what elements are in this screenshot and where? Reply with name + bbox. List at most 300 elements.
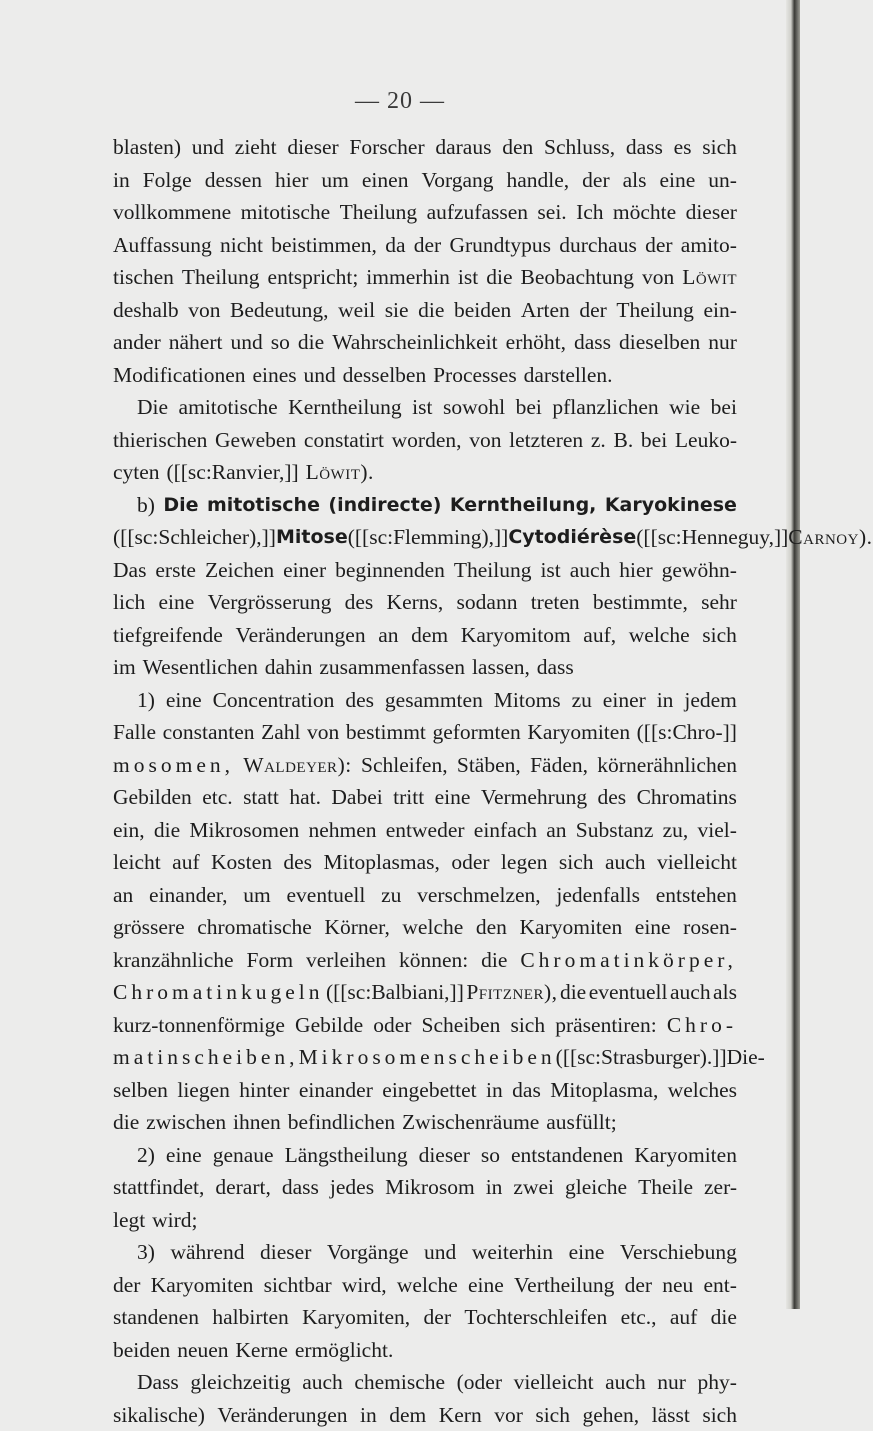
word: sich xyxy=(559,846,594,879)
word: zwischen xyxy=(146,1106,226,1139)
word: der xyxy=(582,164,609,197)
word: sowohl xyxy=(443,391,505,424)
word: der xyxy=(113,1269,140,1302)
word: rosen- xyxy=(683,911,737,944)
word: ent- xyxy=(704,1269,737,1302)
word: Veränderungen xyxy=(235,619,365,652)
word: Das xyxy=(113,554,146,587)
word: sei. xyxy=(537,196,566,229)
word: dass xyxy=(282,1171,319,1204)
word: 2) xyxy=(137,1139,155,1172)
word: letzteren xyxy=(509,424,583,457)
text-line xyxy=(113,716,737,749)
word: dem xyxy=(411,619,448,652)
word: auch xyxy=(670,976,711,1009)
word: Karyomitom xyxy=(461,619,571,652)
text-line xyxy=(113,586,737,619)
word: Körner, xyxy=(324,911,389,944)
word: Zwischenräume xyxy=(402,1106,539,1139)
word: cyten xyxy=(113,456,160,489)
word: sehr xyxy=(701,586,737,619)
word: darstellen. xyxy=(524,359,613,392)
word: vor xyxy=(494,1399,523,1431)
word: erhöht, xyxy=(506,326,566,359)
word: lässt xyxy=(652,1399,690,1431)
word: ([[sc:Flemming),]] xyxy=(348,521,509,554)
word: Karyokinese xyxy=(605,489,737,522)
word: wird, xyxy=(342,1269,387,1302)
word: stattfindet, xyxy=(113,1171,204,1204)
word: um xyxy=(321,164,348,197)
word: Falle xyxy=(113,716,156,749)
word: lich xyxy=(113,586,145,619)
word: welche xyxy=(629,619,690,652)
word: tiefgreifende xyxy=(113,619,223,652)
word: chemische xyxy=(354,1366,445,1399)
word: pflanzlichen xyxy=(552,391,658,424)
text-line xyxy=(113,1301,737,1334)
word: Chro- xyxy=(667,1009,737,1042)
word: Concentration xyxy=(213,684,335,717)
word: handle, xyxy=(507,164,570,197)
text-line xyxy=(113,1269,737,1302)
word: als xyxy=(713,976,737,1009)
text-line xyxy=(113,294,737,327)
word: die xyxy=(711,1301,737,1334)
word: legt xyxy=(113,1204,145,1237)
word: viel- xyxy=(698,814,737,847)
word: Schleifen, xyxy=(361,749,448,782)
word: Bedeutung, xyxy=(230,294,329,327)
word: gleichzeitig xyxy=(190,1366,290,1399)
word: Schluss, xyxy=(544,131,615,164)
word: daraus xyxy=(435,131,491,164)
word: amitotische xyxy=(179,391,278,424)
word: Vorgänge xyxy=(327,1236,409,1269)
word: genaue xyxy=(213,1139,274,1172)
word: dessen xyxy=(205,164,262,197)
word: Geweben xyxy=(215,424,296,457)
word: Kern xyxy=(439,1399,482,1431)
word: wird; xyxy=(152,1204,197,1237)
body-text xyxy=(113,131,737,1431)
word: mosomen, xyxy=(113,749,234,782)
word: kranzähnliche xyxy=(113,944,234,977)
text-line xyxy=(113,1334,737,1367)
word: den xyxy=(476,911,507,944)
word: Zahl xyxy=(261,716,300,749)
word: verschmelzen, xyxy=(417,879,541,912)
word: beginnenden xyxy=(335,554,445,587)
word: Theilung xyxy=(340,196,418,229)
word: im xyxy=(113,651,136,684)
word: dass xyxy=(537,651,574,684)
word: auf xyxy=(172,846,199,879)
word: eine xyxy=(166,1139,202,1172)
word: hinter xyxy=(239,1074,289,1107)
word: die xyxy=(154,814,180,847)
word: Karyomiten xyxy=(634,1139,737,1172)
word: Mikrosomenscheiben xyxy=(299,1041,556,1074)
word: Pfitzner), xyxy=(466,976,557,1009)
word: nehmen xyxy=(308,814,376,847)
text-line xyxy=(113,326,737,359)
text-line xyxy=(113,424,737,457)
word: un- xyxy=(708,164,737,197)
word: etc. xyxy=(202,781,232,814)
word: der xyxy=(414,229,441,262)
word: sikalische) xyxy=(113,1399,205,1431)
word: ein, xyxy=(113,814,145,847)
word: Forscher xyxy=(349,131,424,164)
word: eine xyxy=(659,164,695,197)
word: 1) xyxy=(137,684,155,717)
word: präsentiren: xyxy=(555,1009,657,1042)
text-line xyxy=(113,1074,737,1107)
word: (oder xyxy=(457,1366,502,1399)
text-line xyxy=(113,1399,737,1431)
word: jedes xyxy=(330,1171,374,1204)
word: des xyxy=(598,781,627,814)
word: sich xyxy=(510,1009,545,1042)
word: und xyxy=(424,1236,456,1269)
page-number: — 20 — xyxy=(0,88,800,115)
word: um xyxy=(243,879,270,912)
word: entspricht; xyxy=(268,261,359,294)
word: nicht xyxy=(220,229,263,262)
word: weil xyxy=(338,294,375,327)
word: deshalb xyxy=(113,294,179,327)
word: möchte xyxy=(613,196,676,229)
word: ist xyxy=(412,391,432,424)
word: eventuell xyxy=(589,976,668,1009)
word: Die- xyxy=(727,1041,765,1074)
word: z. xyxy=(591,424,606,457)
word: weiterhin xyxy=(472,1236,553,1269)
word: Folge xyxy=(143,164,192,197)
text-line xyxy=(113,1041,737,1074)
word: Wahrscheinlichkeit xyxy=(332,326,497,359)
text-line xyxy=(113,911,737,944)
word: vielleicht xyxy=(514,1366,594,1399)
word: in xyxy=(486,1074,503,1107)
word: in xyxy=(360,1399,377,1431)
word: leicht xyxy=(113,846,161,879)
text-line xyxy=(113,814,737,847)
word: sich xyxy=(535,1399,570,1431)
word: B. xyxy=(614,424,634,457)
word: die xyxy=(298,326,324,359)
word: amito- xyxy=(681,229,737,262)
word: Die xyxy=(163,489,198,522)
word: als xyxy=(623,164,647,197)
word: und xyxy=(304,359,336,392)
text-line xyxy=(113,1236,737,1269)
word: eine xyxy=(159,586,195,619)
word: neuen xyxy=(177,1334,228,1367)
word: befindlichen xyxy=(288,1106,395,1139)
word: immerhin xyxy=(366,261,450,294)
word: in xyxy=(113,164,130,197)
word: sich xyxy=(702,619,737,652)
word: Theilung xyxy=(182,261,260,294)
word: Theile xyxy=(638,1171,693,1204)
word: auch xyxy=(570,554,611,587)
word: des xyxy=(283,846,312,879)
word: constanten xyxy=(163,716,255,749)
word: körnerähnlichen xyxy=(597,749,737,782)
text-line xyxy=(113,781,737,814)
word: einer xyxy=(603,684,646,717)
text-line xyxy=(113,749,737,782)
word: Verschiebung xyxy=(620,1236,737,1269)
word: Vergrösserung xyxy=(208,586,332,619)
word: ist xyxy=(540,554,560,587)
text-line xyxy=(113,619,737,652)
word: Mikrosomen xyxy=(189,814,299,847)
word: sich xyxy=(702,1399,737,1431)
text-line xyxy=(113,229,737,262)
text-line xyxy=(113,879,737,912)
text-line xyxy=(113,651,737,684)
word: Zeichen xyxy=(205,554,274,587)
text-line xyxy=(113,1106,737,1139)
word: standenen xyxy=(113,1301,199,1334)
word: von xyxy=(188,294,220,327)
word: zer- xyxy=(704,1171,737,1204)
word: nur xyxy=(708,326,737,359)
word: vollkommene xyxy=(113,196,231,229)
text-line xyxy=(113,456,737,489)
word: ein- xyxy=(703,294,736,327)
word: Theilung xyxy=(454,554,532,587)
word: phy- xyxy=(697,1366,736,1399)
word: worden, xyxy=(392,424,462,457)
word: Vermehrung xyxy=(481,781,587,814)
word: beiden xyxy=(113,1334,170,1367)
word: ([[sc:Ranvier,]] xyxy=(166,456,298,489)
word: nähert xyxy=(169,326,223,359)
word: ist xyxy=(458,261,478,294)
word: Carnoy). xyxy=(788,521,872,554)
word: Karyomiten xyxy=(520,911,623,944)
word: mitotische xyxy=(241,196,331,229)
word: bestimmte, xyxy=(593,586,688,619)
word: ausfüllt; xyxy=(546,1106,616,1139)
word: Mitose xyxy=(276,521,348,554)
word: dieser xyxy=(419,1139,470,1172)
word: Vertheilung xyxy=(514,1269,614,1302)
word: eine xyxy=(166,684,202,717)
word: liegen xyxy=(177,1074,230,1107)
word: eines xyxy=(252,359,296,392)
word: Cytodiérèse xyxy=(508,521,636,554)
word: den xyxy=(502,131,533,164)
word: dieselben xyxy=(619,326,700,359)
word: Substanz xyxy=(576,814,654,847)
word: jedenfalls xyxy=(556,879,640,912)
word: die xyxy=(560,976,586,1009)
word: Karyomiten, xyxy=(302,1301,410,1334)
word: zu xyxy=(381,879,401,912)
word: eingebettet xyxy=(382,1074,476,1107)
word: und xyxy=(192,131,224,164)
word: ([[sc:Schleicher),]] xyxy=(113,521,276,554)
word: ermöglicht. xyxy=(295,1334,394,1367)
word: Form xyxy=(247,944,294,977)
word: Stäben, xyxy=(457,749,521,782)
word: das xyxy=(512,1074,541,1107)
word: gesammten xyxy=(385,684,483,717)
word: ander xyxy=(113,326,161,359)
word: durchaus xyxy=(559,229,637,262)
word: einfach xyxy=(474,814,537,847)
word: dieser xyxy=(686,196,737,229)
word: Beobachtung xyxy=(521,261,634,294)
word: sodann xyxy=(457,586,518,619)
word: entstandenen xyxy=(511,1139,623,1172)
word: eventuell xyxy=(287,879,366,912)
word: tritt xyxy=(393,781,424,814)
word: Leuko- xyxy=(675,424,737,457)
word: von xyxy=(307,716,339,749)
word: hier xyxy=(275,164,308,197)
word: sie xyxy=(385,294,409,327)
word: oder xyxy=(451,846,489,879)
text-line xyxy=(113,359,737,392)
text-line xyxy=(113,131,737,164)
word: gehen, xyxy=(582,1399,639,1431)
word: auch xyxy=(605,846,646,879)
word: auf, xyxy=(583,619,616,652)
word: da xyxy=(385,229,405,262)
page-edge-shadow xyxy=(786,0,800,1309)
word: die xyxy=(418,294,444,327)
word: Längstheilung xyxy=(285,1139,408,1172)
word: aufzufassen xyxy=(427,196,528,229)
word: Kerntheilung xyxy=(288,391,401,424)
word: eine xyxy=(569,1236,605,1269)
word: Chromatinkugeln xyxy=(113,976,323,1009)
text-line xyxy=(113,1366,737,1399)
word: Gebilde xyxy=(295,1009,363,1042)
text-line xyxy=(113,489,737,522)
word: desselben xyxy=(343,359,427,392)
word: Die xyxy=(137,391,168,424)
word: bei xyxy=(711,391,737,424)
word: entstehen xyxy=(656,879,737,912)
word: können: xyxy=(399,944,468,977)
word: tischen xyxy=(113,261,174,294)
word: Mitoms xyxy=(494,684,561,717)
word: beiden xyxy=(454,294,511,327)
word: Mitoplasma, xyxy=(550,1074,658,1107)
word: kurz-tonnenförmige xyxy=(113,1009,285,1042)
word: Processes xyxy=(433,359,517,392)
word: einander xyxy=(299,1074,373,1107)
word: statt xyxy=(243,781,279,814)
word: jedem xyxy=(684,684,737,717)
word: von xyxy=(469,424,501,457)
word: selben xyxy=(113,1074,168,1107)
word: hat. xyxy=(289,781,321,814)
word: eine xyxy=(635,911,671,944)
word: dieser xyxy=(287,131,338,164)
word: dass xyxy=(626,131,663,164)
word: hier xyxy=(619,554,652,587)
word: geformten xyxy=(432,716,520,749)
word: so xyxy=(271,326,290,359)
text-line xyxy=(113,1139,737,1172)
word: verleihen xyxy=(306,944,386,977)
word: einen xyxy=(362,164,409,197)
word: entweder xyxy=(386,814,465,847)
word: des xyxy=(345,684,374,717)
word: des xyxy=(345,586,374,619)
word: Ich xyxy=(576,196,603,229)
word: die xyxy=(486,261,512,294)
word: wie xyxy=(669,391,700,424)
text-line xyxy=(113,1171,737,1204)
word: an xyxy=(546,814,566,847)
word: dass xyxy=(574,326,611,359)
word: dahin xyxy=(265,651,313,684)
word: welche xyxy=(397,1269,458,1302)
word: zwei xyxy=(513,1171,554,1204)
word: welches xyxy=(668,1074,737,1107)
text-line xyxy=(113,684,737,717)
word: auf xyxy=(670,1301,697,1334)
word: Löwit xyxy=(682,261,737,294)
text-line xyxy=(113,196,737,229)
word: Mikrosom xyxy=(385,1171,475,1204)
word: halbirten xyxy=(212,1301,288,1334)
word: eine xyxy=(468,1269,504,1302)
word: thierischen xyxy=(113,424,207,457)
word: Arten xyxy=(521,294,570,327)
word: Dass xyxy=(137,1366,179,1399)
word: vielleicht xyxy=(657,846,737,879)
word: der xyxy=(645,229,672,262)
word: gewöhn- xyxy=(662,554,737,587)
word: Kerns, xyxy=(387,586,444,619)
word: Kerntheilung, xyxy=(450,489,597,522)
word: ([[sc:Henneguy,]] xyxy=(636,521,788,554)
word: chromatische xyxy=(197,911,312,944)
word: zu xyxy=(572,684,592,717)
word: einer xyxy=(283,554,326,587)
word: bei xyxy=(516,391,542,424)
text-line xyxy=(113,976,737,1009)
word: sich xyxy=(702,131,737,164)
word: Tochterschleifen xyxy=(464,1301,607,1334)
word: so xyxy=(481,1139,500,1172)
word: Karyomiten xyxy=(151,1269,254,1302)
word: Löwit). xyxy=(306,456,374,489)
word: an xyxy=(378,619,398,652)
word: etc., xyxy=(621,1301,657,1334)
word: einander, xyxy=(149,879,228,912)
word: es xyxy=(674,131,692,164)
text-line xyxy=(113,521,737,554)
word: an xyxy=(113,879,133,912)
word: ihnen xyxy=(233,1106,281,1139)
text-line xyxy=(113,846,737,879)
word: zieht xyxy=(235,131,277,164)
word: welche xyxy=(402,911,463,944)
text-line xyxy=(113,1204,737,1237)
word: der xyxy=(579,294,606,327)
